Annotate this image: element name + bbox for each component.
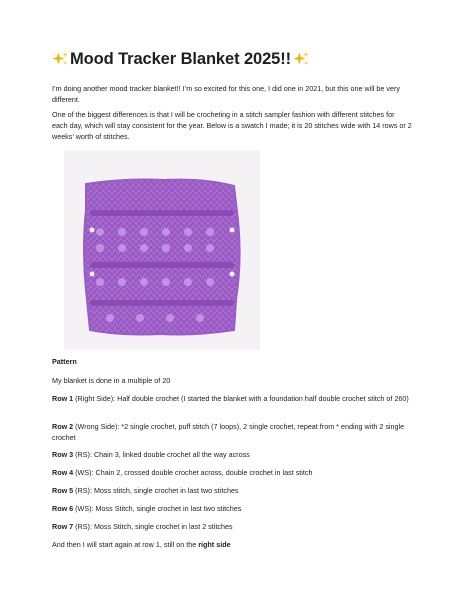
sparkles-icon [293, 51, 310, 68]
document-title-text: Mood Tracker Blanket 2025!! [70, 50, 292, 68]
multiple-text: My blanket is done in a multiple of 20 [52, 376, 171, 385]
row-instruction: Row 2 (Wrong Side): *2 single crochet, puff stitch (7 loops), 2 single crochet, repeat from * ending with 2 single crochet [52, 422, 405, 442]
intro-paragraph-1: I’m doing another mood tracker blanket!! I’m so excited for this one, I did one in 2021, but this one will be very different. [52, 84, 400, 104]
swatch-photo [64, 150, 260, 350]
row-instruction: Row 6 (WS): Moss Stitch, single crochet in last two stitches [52, 504, 242, 513]
row-instruction: Row 7 (RS): Moss Stitch, single crochet in last 2 stitches [52, 522, 233, 531]
row-instruction: Row 3 (RS): Chain 3, linked double crochet all the way across [52, 450, 250, 459]
pattern-heading: Pattern [52, 357, 77, 366]
row-instruction: Row 1 (Right Side): Half double crochet (I started the blanket with a foundation half double crochet stitch of 260) [52, 394, 409, 403]
closing-text: And then I will start again at row 1, still on the right side [52, 540, 231, 549]
row-instruction: Row 4 (WS): Chain 2, crossed double crochet across, double crochet in last stitch [52, 468, 313, 477]
row-instruction: Row 5 (RS): Moss stitch, single crochet in last two stitches [52, 486, 239, 495]
intro-paragraph-2: One of the biggest differences is that I will be crocheting in a stitch sampler fashion with different stitches for each day, which will stay consistent for the year. Below is a swatch I made; it is 20 stitches wide with 14 rows or 2 weeks’ worth of stitches. [52, 110, 412, 141]
sparkles-icon [52, 51, 69, 68]
document-title [52, 50, 311, 69]
